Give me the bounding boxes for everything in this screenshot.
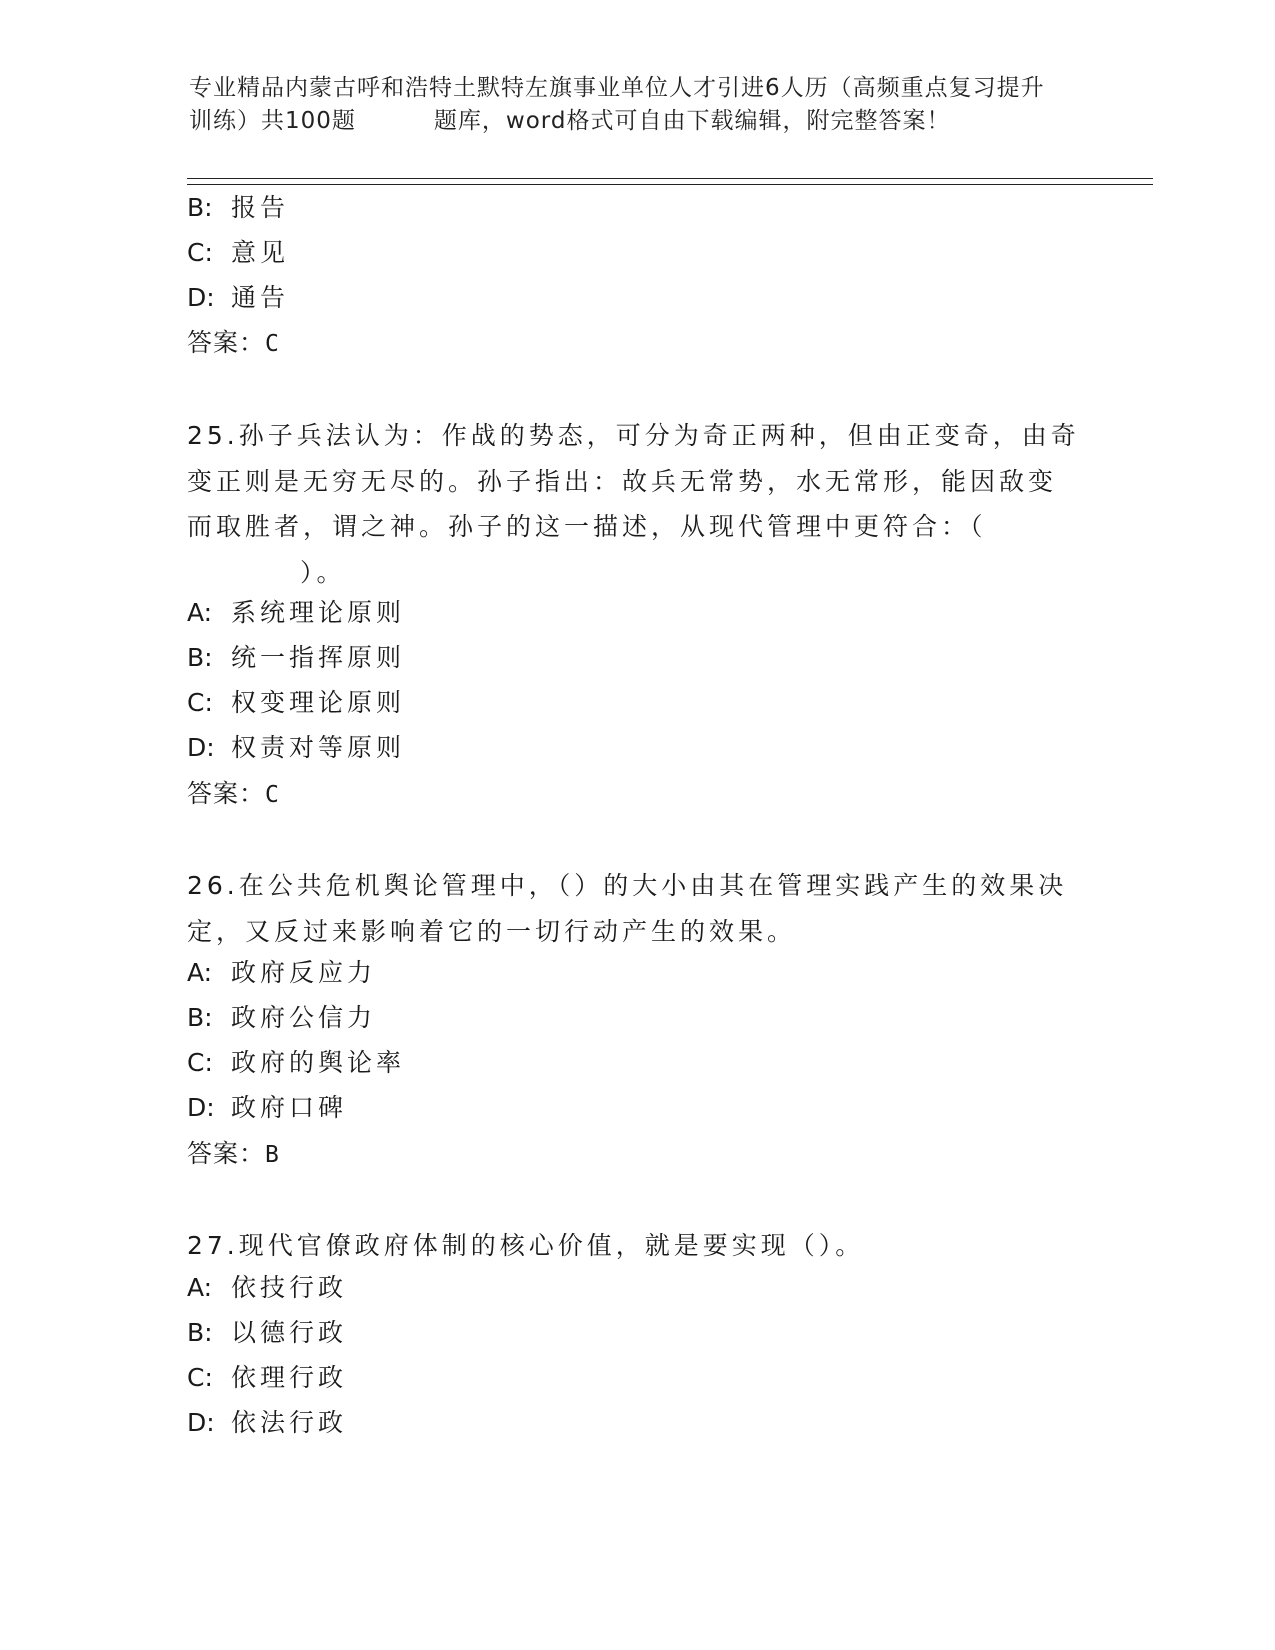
- answer-label: 答案：: [187, 779, 266, 808]
- option-b: B: 以德行政: [187, 1318, 348, 1347]
- page-header: [189, 72, 1089, 138]
- option-text: 政府口碑: [231, 1093, 348, 1122]
- option-c: C: 依理行政: [187, 1363, 348, 1392]
- option-text: 依法行政: [231, 1408, 348, 1437]
- question-line: 定，又反过来影响着它的一切行动产生的效果。: [187, 916, 797, 946]
- question-line: ）。: [300, 557, 346, 587]
- question-line: 变正则是无穷无尽的。孙子指出：故兵无常势，水无常形，能因敌变: [187, 466, 1058, 496]
- header-line-2-right: 题库，word格式可自由下载编辑，附完整答案！: [433, 108, 951, 134]
- answer-value: C: [265, 331, 280, 357]
- option-text: 意见: [231, 238, 290, 267]
- option-text: 政府公信力: [231, 1003, 377, 1032]
- header-line-2-left: 训练）共100题: [189, 108, 356, 134]
- answer-label: 答案：: [187, 1139, 266, 1168]
- question-26-text: [187, 863, 1087, 954]
- option-text: 报告: [231, 193, 290, 222]
- option-text: 系统理论原则: [231, 598, 406, 627]
- answer-line: [187, 323, 280, 359]
- option-b: B: 报告: [187, 193, 290, 222]
- header-line-2: [189, 105, 1089, 138]
- answer-value: C: [265, 782, 280, 808]
- option-a: A: 系统理论原则: [187, 598, 406, 627]
- option-b: B: 统一指挥原则: [187, 643, 406, 672]
- answer-value: B: [265, 1142, 280, 1168]
- question-25-text: [187, 413, 1087, 595]
- option-text: 政府反应力: [231, 958, 377, 987]
- option-text: 权变理论原则: [231, 688, 406, 717]
- answer-line: [187, 774, 280, 810]
- option-c: C: 政府的舆论率: [187, 1048, 406, 1077]
- answer-label: 答案：: [187, 328, 266, 357]
- option-c: C: 意见: [187, 238, 290, 267]
- option-d: D: 通告: [187, 283, 290, 312]
- option-d: D: 权责对等原则: [187, 733, 406, 762]
- option-d: D: 依法行政: [187, 1408, 348, 1437]
- option-c: C: 权变理论原则: [187, 688, 406, 717]
- option-text: 依理行政: [231, 1363, 348, 1392]
- question-27-text: [187, 1223, 1087, 1269]
- option-text: 权责对等原则: [231, 733, 406, 762]
- option-b: B: 政府公信力: [187, 1003, 377, 1032]
- option-text: 依技行政: [231, 1273, 348, 1302]
- option-a: A: 政府反应力: [187, 958, 377, 987]
- option-text: 政府的舆论率: [231, 1048, 406, 1077]
- question-line: 25.孙子兵法认为：作战的势态，可分为奇正两种，但由正变奇，由奇: [187, 421, 1080, 450]
- option-text: 以德行政: [231, 1318, 348, 1347]
- question-line: 而取胜者，谓之神。孙子的这一描述，从现代管理中更符合：（: [187, 512, 987, 541]
- option-a: A: 依技行政: [187, 1273, 348, 1302]
- header-line-1: 专业精品内蒙古呼和浩特土默特左旗事业单位人才引进6人历（高频重点复习提升: [189, 75, 1045, 101]
- option-d: D: 政府口碑: [187, 1093, 348, 1122]
- option-text: 统一指挥原则: [231, 643, 406, 672]
- answer-line: [187, 1134, 280, 1170]
- question-line: 27.现代官僚政府体制的核心价值，就是要实现（）。: [187, 1231, 865, 1260]
- question-line: 26.在公共危机舆论管理中，（）的大小由其在管理实践产生的效果决: [187, 871, 1068, 900]
- header-double-rule: [187, 178, 1153, 185]
- option-text: 通告: [231, 283, 290, 312]
